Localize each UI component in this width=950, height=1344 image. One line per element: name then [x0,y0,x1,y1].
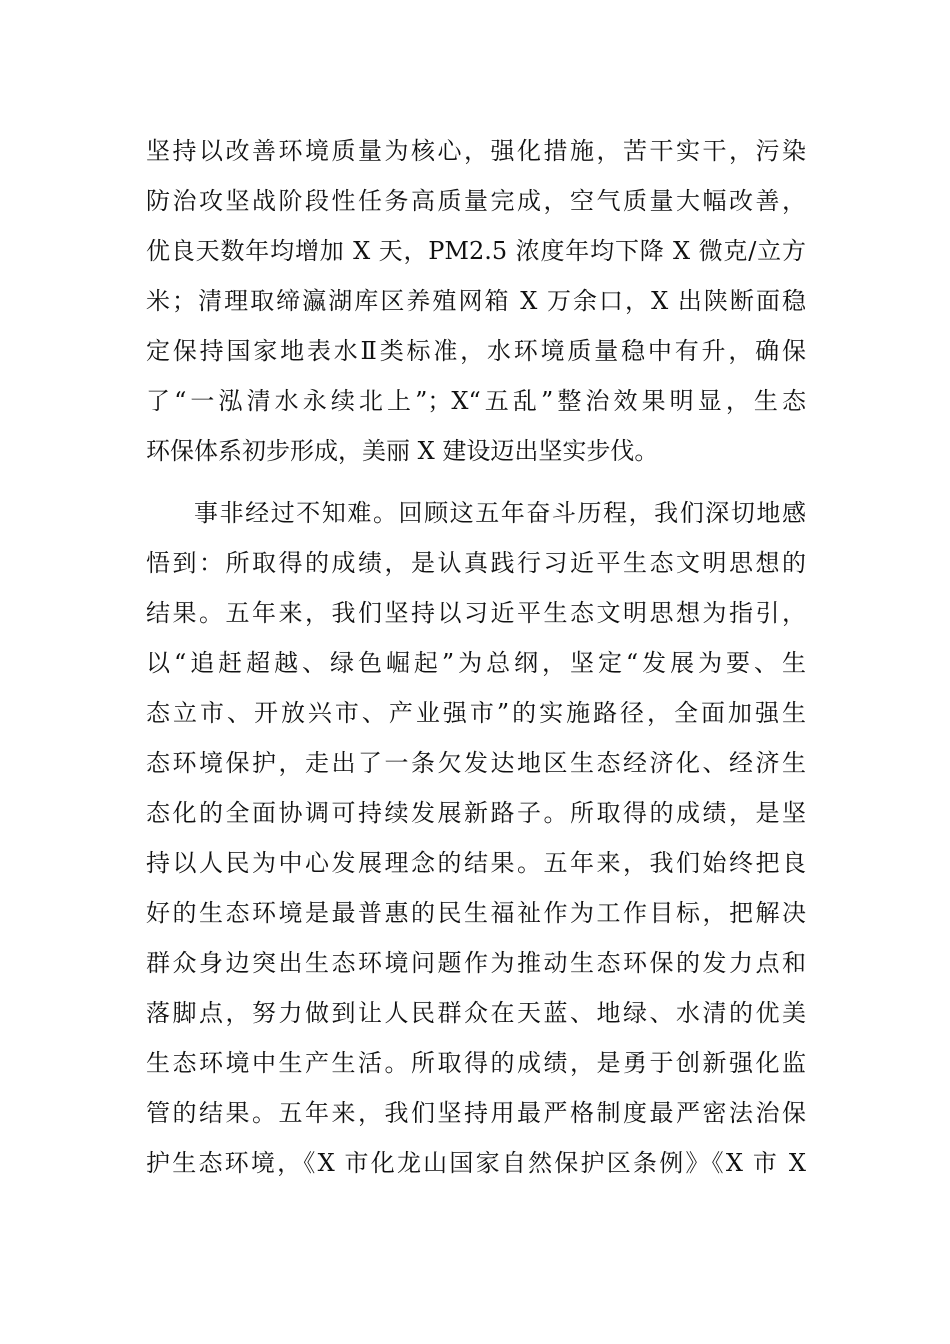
paragraph-1-line-2: 防治攻坚战阶段性任务高质量完成，空气质量大幅改善， [146,187,806,215]
paragraph-1-line-3: 优良天数年均增加 X 天，PM2.5 浓度年均下降 X 微克/立方 [146,237,806,265]
paragraph-2-line-11: 落脚点，努力做到让人民群众在天蓝、地绿、水清的优美 [146,999,806,1027]
paragraph-2-line-12: 生态环境中生产生活。所取得的成绩，是勇于创新强化监 [146,1049,806,1077]
paragraph-2-line-13: 管的结果。五年来，我们坚持用最严格制度最严密法治保 [146,1099,806,1127]
paragraph-2-line-3: 结果。五年来，我们坚持以习近平生态文明思想为指引， [146,599,806,627]
paragraph-1-line-4: 米；清理取缔瀛湖库区养殖网箱 X 万余口，X 出陕断面稳 [146,287,806,315]
paragraph-2-line-6: 态环境保护，走出了一条欠发达地区生态经济化、经济生 [146,749,806,777]
paragraph-1-line-6: 了“一泓清水永续北上”；X“五乱”整治效果明显，生态 [146,387,806,415]
paragraph-2-line-8: 持以人民为中心发展理念的结果。五年来，我们始终把良 [146,849,806,877]
paragraph-2-line-4: 以“追赶超越、绿色崛起”为总纲，坚定“发展为要、生 [146,649,806,677]
paragraph-2-line-9: 好的生态环境是最普惠的民生福祉作为工作目标，把解决 [146,899,806,927]
paragraph-2-line-5: 态立市、开放兴市、产业强市”的实施路径，全面加强生 [146,699,806,727]
paragraph-2-line-1: 事非经过不知难。回顾这五年奋斗历程，我们深切地感 [194,499,806,527]
paragraph-1-line-7: 环保体系初步形成，美丽 X 建设迈出坚实步伐。 [146,437,659,465]
paragraph-1-line-5: 定保持国家地表水Ⅱ类标准，水环境质量稳中有升，确保 [146,337,806,365]
paragraph-2-line-14: 护生态环境，《X 市化龙山国家自然保护区条例》《X 市 X [146,1149,806,1177]
paragraph-2-line-10: 群众身边突出生态环境问题作为推动生态环保的发力点和 [146,949,806,977]
paragraph-2-line-7: 态化的全面协调可持续发展新路子。所取得的成绩，是坚 [146,799,806,827]
paragraph-1-line-1: 坚持以改善环境质量为核心，强化措施，苦干实干，污染 [146,137,806,165]
paragraph-2-line-2: 悟到：所取得的成绩，是认真践行习近平生态文明思想的 [146,549,806,577]
